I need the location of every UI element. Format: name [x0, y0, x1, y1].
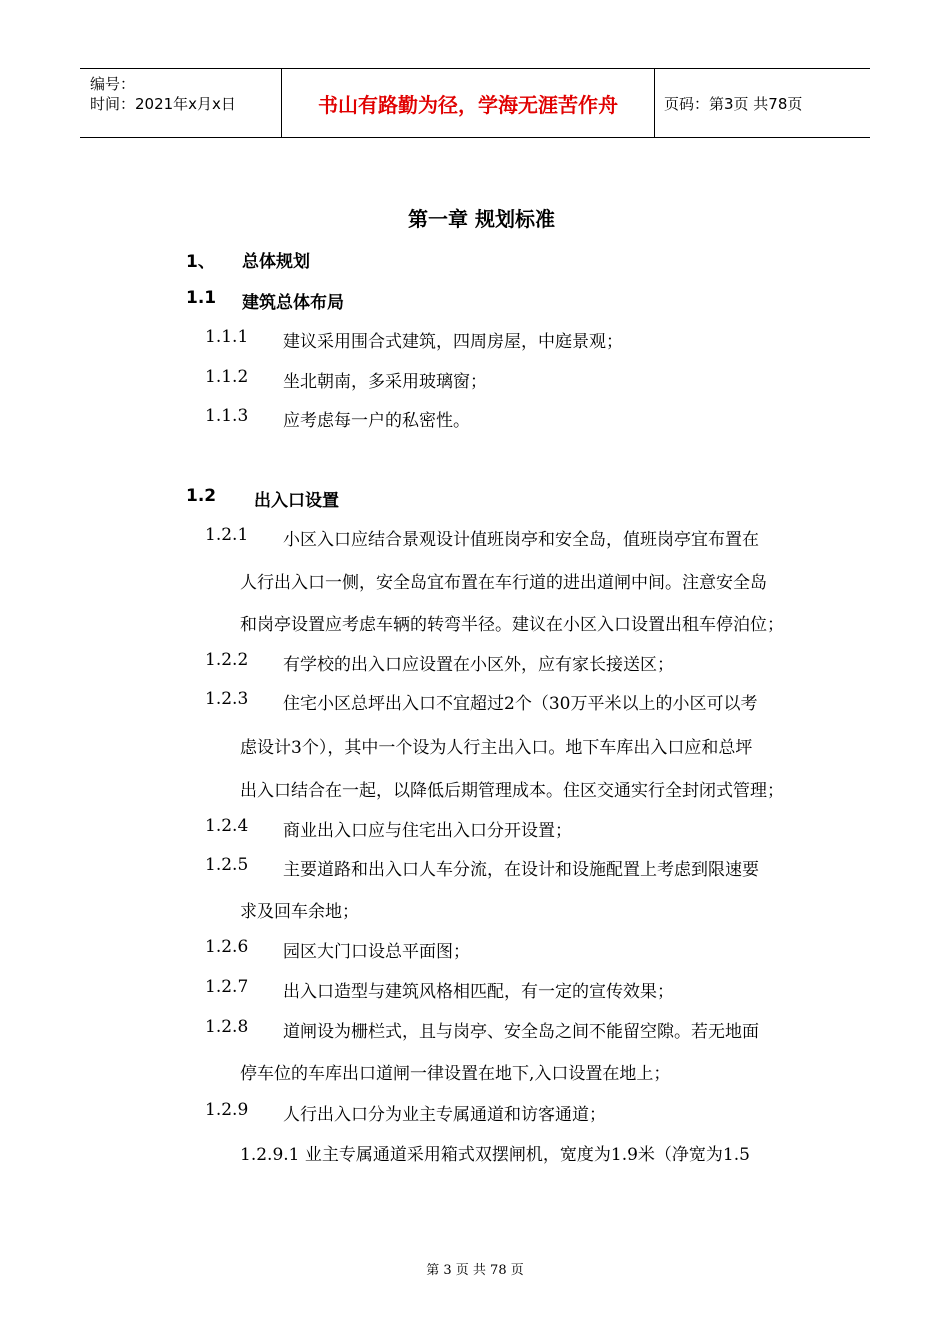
item-number: 1.1.3: [205, 406, 249, 426]
item-text: 主要道路和出入口人车分流，在设计和设施配置上考虑到限速要: [283, 860, 759, 880]
section-1-2-number: 1.2: [186, 486, 217, 506]
header-page-info: 页码：第3页 共78页: [664, 94, 803, 113]
item-number: 1.1.1: [205, 327, 249, 347]
item-number: 1.2.9: [205, 1100, 249, 1120]
item-text: 人行出入口分为业主专属通道和访客通道；: [283, 1105, 606, 1125]
item-number: 1.2.1: [205, 525, 249, 545]
subitem-text: 1.2.9.1 业主专属通道采用箱式双摆闸机，宽度为1.9米（净宽为1.5: [240, 1145, 750, 1165]
item-text-continued: 求及回车余地；: [240, 902, 359, 922]
item-text: 建议采用围合式建筑，四周房屋，中庭景观；: [283, 332, 623, 352]
section-1-title: 总体规划: [242, 252, 310, 272]
section-1-1-title: 建筑总体布局: [242, 293, 344, 313]
section-1-1-number: 1.1: [186, 288, 217, 308]
item-text: 道闸设为栅栏式，且与岗亭、安全岛之间不能留空隙。若无地面: [283, 1022, 759, 1042]
item-number: 1.1.2: [205, 367, 249, 387]
item-text: 应考虑每一户的私密性。: [283, 411, 470, 431]
time-label: 时间：2021年x月x日: [90, 95, 236, 113]
item-number: 1.2.4: [205, 816, 249, 836]
item-number: 1.2.6: [205, 937, 249, 957]
item-text: 住宅小区总坪出入口不宜超过2个（30万平米以上的小区可以考: [283, 694, 758, 714]
item-text-continued: 和岗亭设置应考虑车辆的转弯半径。建议在小区入口设置出租车停泊位；: [240, 615, 784, 635]
section-1-number: 1、: [186, 252, 215, 272]
number-label: 编号：: [90, 75, 136, 93]
item-text: 园区大门口设总平面图；: [283, 942, 470, 962]
item-number: 1.2.2: [205, 650, 249, 670]
item-number: 1.2.3: [205, 689, 249, 709]
item-number: 1.2.7: [205, 977, 249, 997]
item-number: 1.2.8: [205, 1017, 249, 1037]
section-1-2-title: 出入口设置: [254, 491, 339, 511]
header-motto: 书山有路勤为径，学海无涯苦作舟: [282, 69, 655, 137]
page-footer: 第 3 页 共 78 页: [426, 1263, 524, 1278]
item-text: 有学校的出入口应设置在小区外，应有家长接送区；: [283, 655, 674, 675]
item-text-continued: 出入口结合在一起，以降低后期管理成本。住区交通实行全封闭式管理；: [240, 781, 784, 801]
item-number: 1.2.5: [205, 855, 249, 875]
item-text: 出入口造型与建筑风格相匹配，有一定的宣传效果；: [283, 982, 674, 1002]
document-header: [80, 68, 870, 138]
header-meta: [80, 69, 282, 137]
item-text: 小区入口应结合景观设计值班岗亭和安全岛，值班岗亭宜布置在: [283, 530, 759, 550]
item-text-continued: 停车位的车库出口道闸一律设置在地下,入口设置在地上；: [240, 1064, 671, 1084]
item-text: 坐北朝南，多采用玻璃窗；: [283, 372, 487, 392]
chapter-title: 第一章 规划标准: [408, 207, 555, 231]
item-text-continued: 虑设计3个），其中一个设为人行主出入口。地下车库出入口应和总坪: [240, 738, 753, 758]
item-text: 商业出入口应与住宅出入口分开设置；: [283, 821, 572, 841]
item-text-continued: 人行出入口一侧，安全岛宜布置在车行道的进出道闸中间。注意安全岛: [240, 573, 767, 593]
